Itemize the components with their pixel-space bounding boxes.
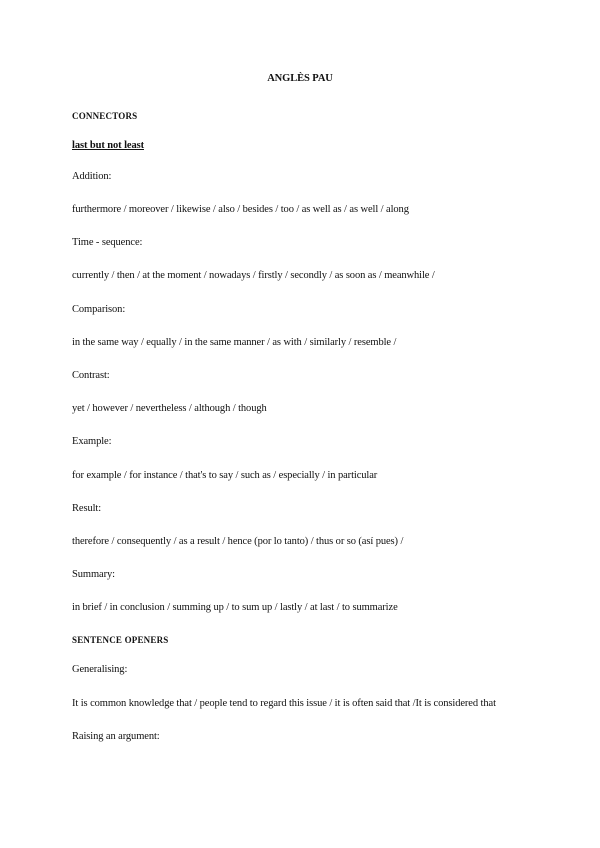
section-label-summary: Summary: (72, 569, 115, 580)
opener-label-raising-argument: Raising an argument: (72, 731, 160, 742)
section-items-addition: furthermore / moreover / likewise / also / besides / too / as well as / as well / along (72, 204, 409, 215)
opener-label-generalising: Generalising: (72, 664, 128, 675)
section-items-time-sequence: currently / then / at the moment / nowadays / firstly / secondly / as soon as / meanwhile / (72, 270, 435, 281)
section-items-comparison: in the same way / equally / in the same manner / as with / similarly / resemble / (72, 337, 397, 348)
section-label-contrast: Contrast: (72, 370, 110, 381)
opener-items-generalising: It is common knowledge that / people tend to regard this issue / it is often said that /It is considered that (72, 698, 496, 709)
section-items-summary: in brief / in conclusion / summing up / to sum up / lastly / at last / to summarize (72, 602, 398, 613)
section-items-example: for example / for instance / that's to say / such as / especially / in particular (72, 470, 378, 481)
section-label-time-sequence: Time - sequence: (72, 237, 143, 248)
section-items-result: therefore / consequently / as a result / hence (por lo tanto) / thus or so (así pues) / (72, 536, 404, 547)
section-label-result: Result: (72, 503, 102, 514)
section-items-contrast: yet / however / nevertheless / although / though (72, 403, 267, 414)
openers-heading: SENTENCE OPENERS (72, 635, 169, 645)
section-label-addition: Addition: (72, 171, 112, 182)
connectors-heading: CONNECTORS (72, 111, 138, 121)
section-label-comparison: Comparison: (72, 304, 126, 315)
subtitle: last but not least (72, 140, 144, 151)
document-title: ANGLÈS PAU (267, 73, 333, 84)
section-label-example: Example: (72, 436, 112, 447)
